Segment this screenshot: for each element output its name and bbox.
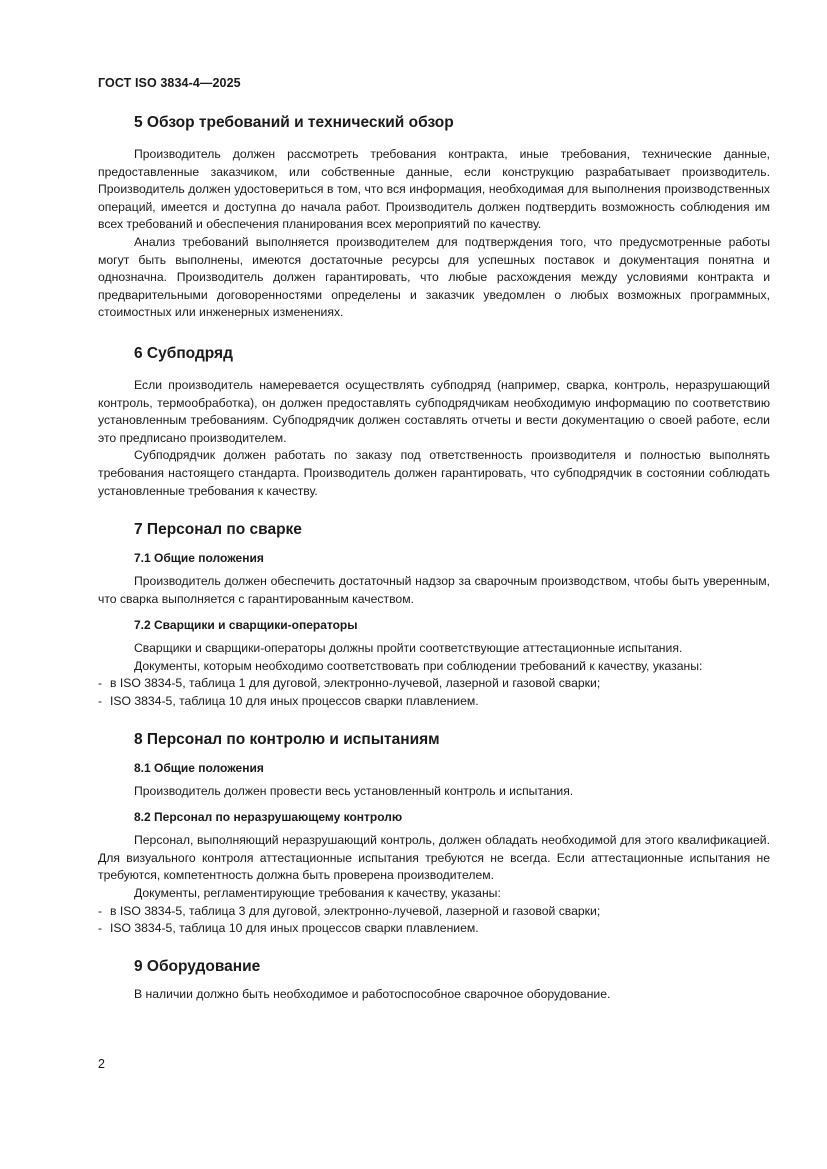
section-7-1-title: 7.1 Общие положения [134,551,264,566]
section-8-2-title: 8.2 Персонал по неразрушающему контролю [134,810,403,825]
list-item-text: ISO 3834-5, таблица 10 для иных процессов сварки плавлением. [110,921,479,936]
section-9-title: 9 Оборудование [134,957,261,975]
section-8-1-title: 8.1 Общие положения [134,760,264,775]
list-dash: - [98,676,103,691]
section-8-2-paragraph-1: Персонал, выполняющий неразрушающий контроль, должен обладать необходимой для этого квалификацией. Для визуального контроля аттестационные испытания требуются не всегда. Если аттестационные испытания не требуются, компетентность должна быть проверена производителем. [98,833,770,883]
section-7-2-title: 7.2 Сварщики и сварщики-операторы [134,618,358,633]
section-7-1-paragraph: Производитель должен обеспечить достаточный надзор за сварочным производством, чтобы быть уверенным, что сварка выполняется с гарантированным качеством. [98,574,770,606]
section-6-paragraph-1: Если производитель намеревается осуществлять субподряд (например, сварка, контроль, неразрушающий контроль, термообработка), он должен предоставлять субподрядчикам необходимую информацию по соответствию установленным требованиям. Субподрядчик должен составлять отчеты и вести документацию о своей работе, если это предписано производителем. [98,377,770,445]
list-dash: - [98,921,103,936]
section-7-title: 7 Персонал по сварке [134,521,302,539]
section-8-2-paragraph-2: Документы, регламентирующие требования к качеству, указаны: [134,886,501,901]
section-9-paragraph: В наличии должно быть необходимое и работоспособное сварочное оборудование. [134,986,611,1001]
list-item-text: в ISO 3834-5, таблица 3 для дуговой, электронно-лучевой, лазерной и газовой сварки; [110,903,601,918]
section-8-1-paragraph: Производитель должен провести весь установленный контроль и испытания. [134,783,574,798]
section-7-2-paragraph-2: Документы, которым необходимо соответствовать при соблюдении требований к качеству, указаны: [134,658,703,673]
document-body [98,112,770,1003]
list-item [98,903,770,921]
list-dash: - [98,694,103,709]
list-dash: - [98,903,103,918]
list-item-text: ISO 3834-5, таблица 10 для иных процессов сварки плавлением. [110,694,479,709]
section-8-title: 8 Персонал по контролю и испытаниям [134,730,440,748]
list-item [98,693,770,711]
document-header: ГОСТ ISO 3834-4—2025 [98,76,241,90]
page-number: 2 [98,1057,105,1071]
section-5-paragraph-1: Производитель должен рассмотреть требования контракта, иные требования, технические данные, предоставленные заказчиком, или собственные данные, если конструкцию разрабатывает производитель. Производитель должен удостовериться в том, что вся информация, необходимая для выполнения производственных операций, имеется и доступна до начала работ. Производитель должен подтвердить возможность соблюдения им всех требований и обеспечения планирования всех мероприятий по качеству. [98,147,770,232]
section-5-paragraph-2: Анализ требований выполняется производителем для подтверждения того, что предусмотренные работы могут быть выполнены, имеются достаточные ресурсы для успешных поставок и документация понятна и однозначна. Производитель должен гарантировать, что любые расхождения между условиями контракта и предварительными договоренностями определены и заказчик уведомлен о любых возможных программных, стоимостных или инженерных изменениях. [98,234,770,320]
section-7-2-paragraph-1: Сварщики и сварщики-операторы должны пройти соответствующие аттестационные испытания. [134,641,683,656]
section-6-title: 6 Субподряд [134,344,233,362]
section-5-title: 5 Обзор требований и технический обзор [134,114,454,131]
list-item [98,675,770,693]
section-6-paragraph-2: Субподрядчик должен работать по заказу под ответственность производителя и полностью выполнять требования настоящего стандарта. Производитель должен гарантировать, что субподрядчик в состоянии соблюдать установленные требования к качеству. [98,448,770,498]
list-item [98,920,770,938]
list-item-text: в ISO 3834-5, таблица 1 для дуговой, электронно-лучевой, лазерной и газовой сварки; [110,676,601,691]
